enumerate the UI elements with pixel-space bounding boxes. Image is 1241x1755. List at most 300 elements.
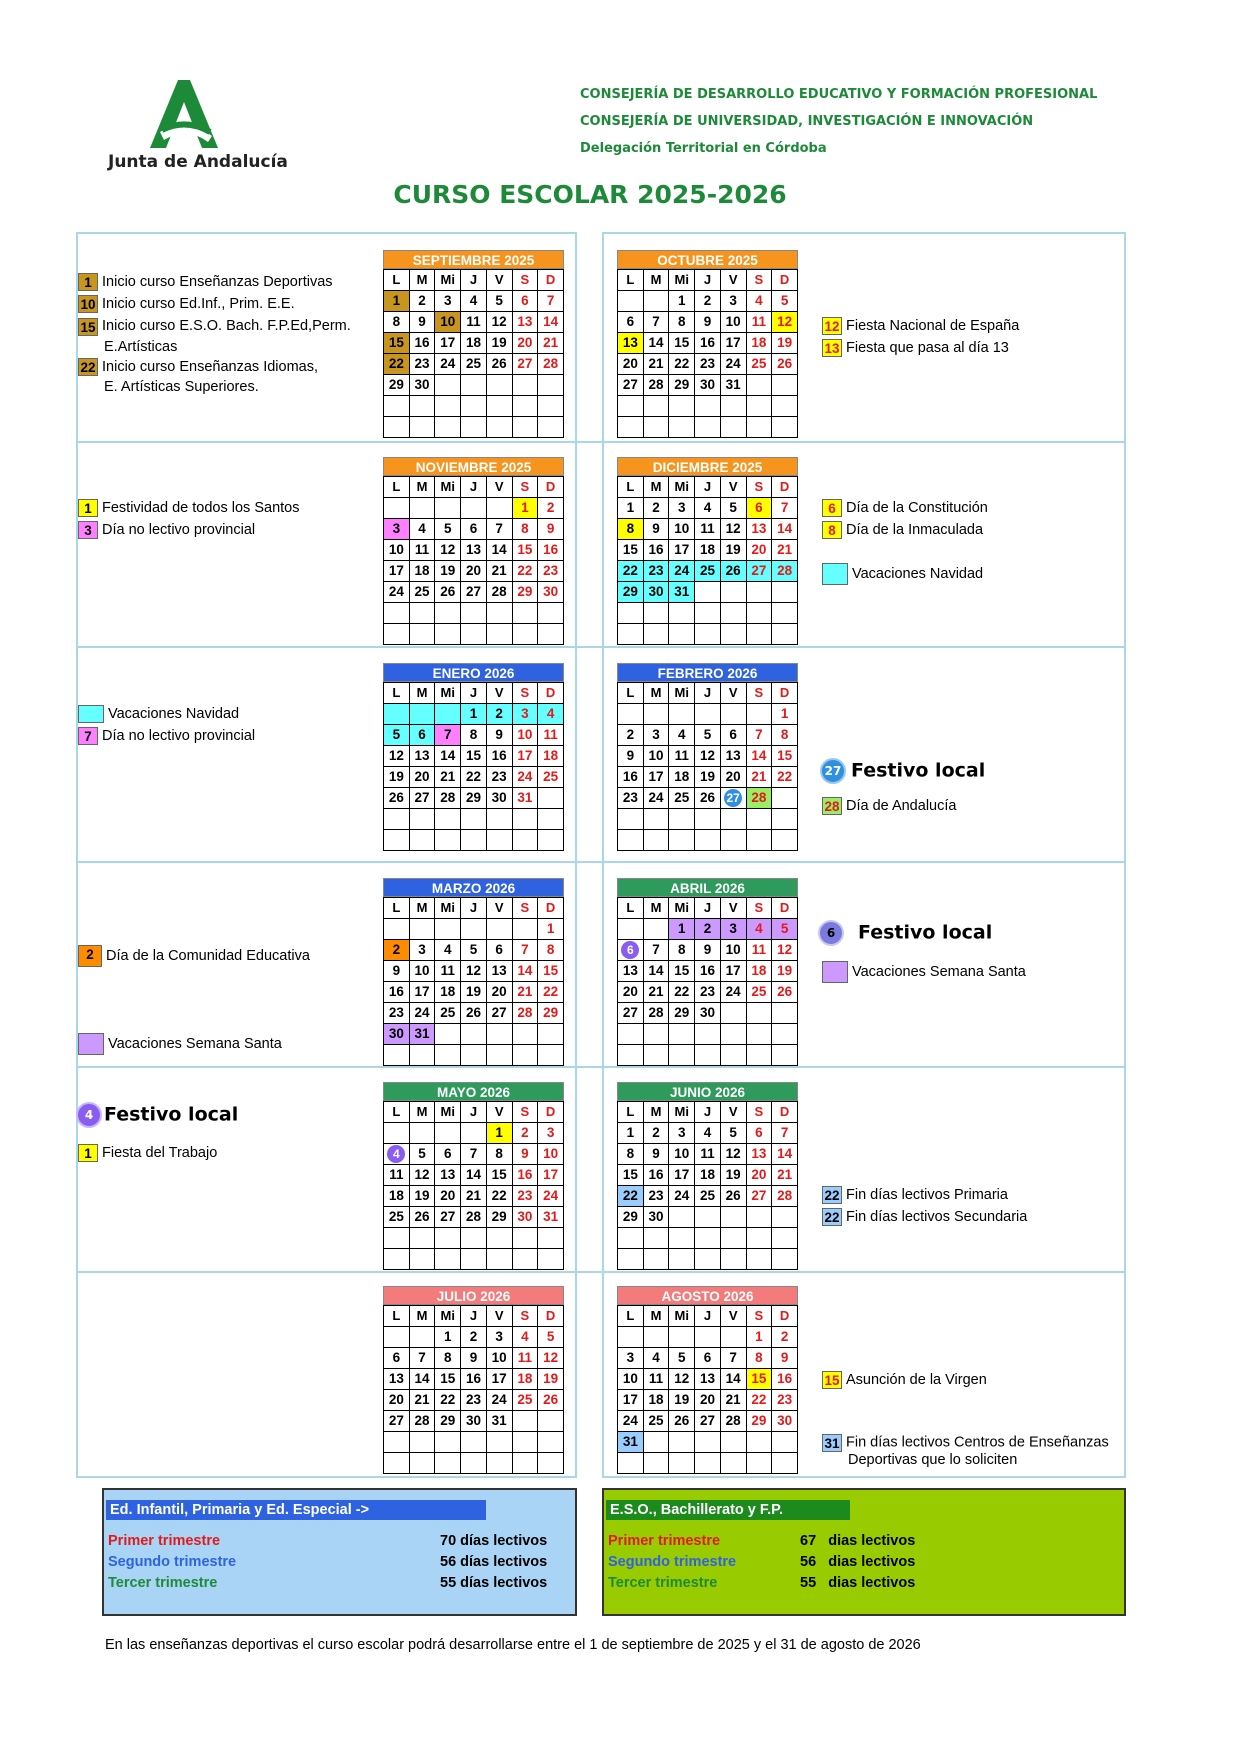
dept-line-1: CONSEJERÍA DE DESARROLLO EDUCATIVO Y FORMACIÓN PROFESIONAL [580,87,1098,102]
weekday-header: J [461,1306,487,1327]
day-cell: 23 [643,1186,669,1207]
empty-cell [643,603,669,624]
day-cell: 26 [772,982,798,1003]
day-cell: 28 [409,1411,435,1432]
day-cell: 19 [435,561,461,582]
legend-swatch: 10 [78,295,98,313]
empty-cell [772,582,798,603]
day-cell: 13 [618,961,644,982]
day-cell: 26 [409,1207,435,1228]
empty-cell [512,1045,538,1066]
legend-oct [822,316,1019,358]
empty-cell [746,396,772,417]
day-cell: 11 [669,746,695,767]
empty-cell [409,1123,435,1144]
legend-text: Día de la Comunidad Educativa [106,948,310,964]
day-cell: 17 [538,1165,564,1186]
day-cell: 11 [409,540,435,561]
weekday-header: Mi [669,683,695,704]
day-cell: 17 [720,333,746,354]
weekday-header: L [384,683,410,704]
summary-row-value: 67 dias lectivos [800,1533,916,1549]
month-grid [617,476,798,645]
empty-cell [772,1228,798,1249]
empty-cell [486,1228,512,1249]
empty-cell [669,1249,695,1270]
day-cell: 4 [512,1327,538,1348]
empty-cell [720,1024,746,1045]
empty-cell [435,704,461,725]
empty-cell [669,830,695,851]
day-cell: 28 [512,1003,538,1024]
month-title: MARZO 2026 [383,878,564,897]
calendar-julio [383,1286,564,1474]
day-cell: 19 [772,333,798,354]
day-cell: 14 [538,312,564,333]
day-cell: 3 [384,519,410,540]
empty-cell [512,1249,538,1270]
day-cell: 9 [695,940,721,961]
day-cell: 12 [486,312,512,333]
weekday-header: V [720,898,746,919]
empty-cell [772,1045,798,1066]
day-cell: 2 [486,704,512,725]
legend-nov [78,498,299,540]
empty-cell [643,830,669,851]
legend-dic [822,498,988,540]
day-cell: 24 [409,1003,435,1024]
legend-swatch: 22 [78,358,98,376]
month-title: MAYO 2026 [383,1082,564,1101]
empty-cell [435,603,461,624]
summary-row-label: Segundo trimestre [608,1554,737,1570]
month-grid [383,1305,564,1474]
legend-text: Inicio curso E.S.O. Bach. F.P.Ed,Perm. [102,318,351,335]
day-cell: 18 [435,982,461,1003]
legend-feb [822,796,956,816]
day-cell: 18 [695,540,721,561]
day-cell: 23 [409,354,435,375]
day-cell: 1 [435,1327,461,1348]
day-cell: 29 [384,375,410,396]
empty-cell [772,809,798,830]
weekday-header: D [538,898,564,919]
empty-cell [435,396,461,417]
empty-cell [669,1024,695,1045]
day-cell: 16 [695,961,721,982]
day-cell: 8 [746,1348,772,1369]
weekday-header: Mi [669,477,695,498]
legend-mar [78,945,310,967]
day-cell: 24 [384,582,410,603]
day-cell: 12 [772,940,798,961]
empty-cell [538,624,564,645]
weekday-header: V [486,477,512,498]
empty-cell [669,1453,695,1474]
weekday-header: J [461,898,487,919]
empty-cell [618,704,644,725]
festivo-circle-icon: 6 [818,920,844,946]
empty-cell [486,396,512,417]
day-cell: 4 [746,919,772,940]
empty-cell [746,1024,772,1045]
empty-cell [669,1045,695,1066]
day-cell: 28 [461,1207,487,1228]
day-cell: 3 [669,498,695,519]
day-cell: 25 [746,982,772,1003]
day-cell: 27 [384,1411,410,1432]
empty-cell [512,417,538,438]
empty-cell [720,1228,746,1249]
day-cell: 8 [486,1144,512,1165]
empty-cell [486,1453,512,1474]
day-cell: 20 [486,982,512,1003]
day-cell: 5 [435,519,461,540]
month-title: AGOSTO 2026 [617,1286,798,1305]
month-grid [617,1305,798,1474]
day-cell: 2 [618,725,644,746]
empty-cell [435,1024,461,1045]
legend-swatch: 2 [78,945,102,967]
day-cell: 15 [669,333,695,354]
day-cell: 15 [538,961,564,982]
empty-cell [486,1024,512,1045]
day-cell: 19 [772,961,798,982]
empty-cell [538,1411,564,1432]
day-cell: 17 [643,767,669,788]
weekday-header: V [720,1102,746,1123]
empty-cell [643,1024,669,1045]
row-divider [76,441,1126,443]
legend-swatch: 3 [78,521,98,539]
day-cell: 17 [486,1369,512,1390]
weekday-header: V [486,898,512,919]
empty-cell [669,624,695,645]
empty-cell [409,603,435,624]
empty-cell [643,417,669,438]
day-cell: 31 [512,788,538,809]
day-cell: 22 [461,767,487,788]
day-cell: 2 [772,1327,798,1348]
day-cell: 10 [618,1369,644,1390]
empty-cell [435,1432,461,1453]
day-cell: 4 [695,498,721,519]
empty-cell [772,830,798,851]
weekday-header: L [618,1306,644,1327]
empty-cell [643,1453,669,1474]
empty-cell [618,809,644,830]
empty-cell [461,498,487,519]
weekday-header: D [538,1306,564,1327]
empty-cell [746,1249,772,1270]
empty-cell [409,396,435,417]
day-cell: 23 [538,561,564,582]
legend-swatch: 15 [822,1371,842,1389]
legend-swatch [822,563,848,585]
empty-cell [669,1327,695,1348]
day-cell: 28 [772,1186,798,1207]
weekday-header: L [618,1102,644,1123]
empty-cell [409,1228,435,1249]
empty-cell [695,1453,721,1474]
empty-cell [384,603,410,624]
day-cell: 7 [746,725,772,746]
legend-text: Fiesta Nacional de España [846,318,1020,335]
empty-cell [772,396,798,417]
day-cell: 5 [409,1144,435,1165]
summary-row-value: 55 días lectivos [440,1575,548,1591]
empty-cell [643,704,669,725]
day-cell: 24 [435,354,461,375]
empty-cell [461,1453,487,1474]
empty-cell [746,417,772,438]
empty-cell [669,417,695,438]
day-cell: 12 [695,746,721,767]
day-cell: 6 [461,519,487,540]
day-cell: 21 [461,1186,487,1207]
day-cell: 16 [643,540,669,561]
empty-cell [720,396,746,417]
empty-cell [643,1249,669,1270]
weekday-header: Mi [669,270,695,291]
empty-cell [486,375,512,396]
day-cell: 18 [384,1186,410,1207]
empty-cell [409,1453,435,1474]
day-cell: 10 [486,1348,512,1369]
day-cell: 3 [486,1327,512,1348]
festivo-circle-icon: 4 [76,1102,102,1128]
day-cell: 19 [384,767,410,788]
day-cell: 30 [643,582,669,603]
empty-cell [618,830,644,851]
day-cell: 22 [384,354,410,375]
day-cell: 20 [512,333,538,354]
day-cell: 18 [409,561,435,582]
day-cell: 23 [695,982,721,1003]
day-cell: 27 [486,1003,512,1024]
day-cell: 30 [486,788,512,809]
empty-cell [643,291,669,312]
empty-cell [486,498,512,519]
day-cell: 5 [720,1123,746,1144]
legend-swatch [78,1033,104,1055]
summary-heading: Ed. Infantil, Primaria y Ed. Especial -> [106,1500,486,1520]
day-cell: 1 [486,1123,512,1144]
weekday-header: L [618,270,644,291]
day-cell: 25 [461,354,487,375]
day-cell: 5 [461,940,487,961]
empty-cell [772,788,798,809]
empty-cell [409,498,435,519]
weekday-header: L [384,1306,410,1327]
day-cell: 5 [486,291,512,312]
day-cell: 20 [384,1390,410,1411]
legend-ago-fin [822,1434,1109,1469]
weekday-header: S [512,477,538,498]
weekday-header: Mi [435,898,461,919]
day-cell: 12 [461,961,487,982]
day-cell: 18 [746,333,772,354]
day-cell: 16 [643,1165,669,1186]
empty-cell [643,809,669,830]
day-cell: 14 [512,961,538,982]
empty-cell [720,582,746,603]
weekday-header: M [643,1306,669,1327]
day-cell: 19 [720,540,746,561]
day-cell: 2 [384,940,410,961]
empty-cell [486,624,512,645]
day-cell: 5 [772,919,798,940]
summary-primaria [102,1488,577,1616]
weekday-header: Mi [669,1306,695,1327]
day-cell: 23 [384,1003,410,1024]
day-cell: 24 [538,1186,564,1207]
day-cell: 1 [669,291,695,312]
empty-cell [772,1024,798,1045]
summary-row-value: 56 dias lectivos [800,1554,916,1570]
day-cell: 26 [486,354,512,375]
weekday-header: Mi [669,1102,695,1123]
legend-text: Fin días lectivos Primaria [846,1187,1008,1204]
weekday-header: J [695,1306,721,1327]
day-cell: 4 [409,519,435,540]
day-cell: 8 [669,312,695,333]
weekday-header: M [409,1102,435,1123]
legend-subtext: E.Artísticas [104,338,178,355]
day-cell: 27 [618,1003,644,1024]
empty-cell [538,830,564,851]
empty-cell [384,830,410,851]
empty-cell [486,809,512,830]
empty-cell [384,704,410,725]
weekday-header: M [409,270,435,291]
day-cell: 25 [538,767,564,788]
day-cell: 23 [695,354,721,375]
day-cell: 21 [643,982,669,1003]
empty-cell [538,1024,564,1045]
empty-cell [695,1024,721,1045]
day-cell: 22 [538,982,564,1003]
empty-cell [720,830,746,851]
empty-cell [512,375,538,396]
month-title: NOVIEMBRE 2025 [383,457,564,476]
day-cell: 9 [409,312,435,333]
weekday-header: S [512,270,538,291]
weekday-header: J [461,477,487,498]
legend-text: Fiesta del Trabajo [102,1145,218,1162]
legend-jun [822,1185,1027,1227]
empty-cell [384,1453,410,1474]
day-cell: 2 [538,498,564,519]
month-title: DICIEMBRE 2025 [617,457,798,476]
legend-abr-vacaciones [822,961,1026,983]
legend-swatch: 12 [822,317,842,335]
weekday-header: Mi [435,477,461,498]
day-cell: 27 [695,1411,721,1432]
day-cell: 4 [538,704,564,725]
weekday-header: D [772,1102,798,1123]
empty-cell [409,1045,435,1066]
day-cell: 21 [538,333,564,354]
empty-cell [746,624,772,645]
legend-swatch: 1 [78,1144,98,1162]
empty-cell [486,603,512,624]
empty-cell [618,1327,644,1348]
day-cell [720,788,746,809]
legend-swatch [78,705,104,723]
day-cell: 12 [384,746,410,767]
day-cell: 1 [538,919,564,940]
empty-cell [772,1432,798,1453]
day-cell: 6 [435,1144,461,1165]
day-cell: 11 [512,1348,538,1369]
empty-cell [695,809,721,830]
day-cell: 13 [486,961,512,982]
weekday-header: V [720,1306,746,1327]
weekday-header: S [746,683,772,704]
day-cell: 3 [435,291,461,312]
empty-cell [746,1453,772,1474]
empty-cell [669,396,695,417]
weekday-header: S [746,1306,772,1327]
day-cell: 22 [435,1390,461,1411]
day-cell: 10 [643,746,669,767]
empty-cell [643,624,669,645]
day-cell: 10 [384,540,410,561]
empty-cell [461,1228,487,1249]
empty-cell [512,1453,538,1474]
day-cell: 1 [512,498,538,519]
day-cell: 26 [695,788,721,809]
legend-mar-vacaciones [78,1033,282,1055]
empty-cell [772,375,798,396]
weekday-header: L [618,898,644,919]
day-cell: 31 [720,375,746,396]
day-cell: 22 [669,982,695,1003]
day-cell: 29 [461,788,487,809]
day-cell: 3 [538,1123,564,1144]
empty-cell [618,417,644,438]
day-cell: 3 [720,919,746,940]
weekday-header: M [409,477,435,498]
day-cell: 2 [695,919,721,940]
day-cell: 25 [409,582,435,603]
day-cell: 26 [669,1411,695,1432]
weekday-header: M [409,1306,435,1327]
row-divider [76,861,1126,863]
weekday-header: D [538,270,564,291]
day-cell: 7 [409,1348,435,1369]
day-cell: 21 [512,982,538,1003]
month-title: JUNIO 2026 [617,1082,798,1101]
legend-text: Inicio curso Enseñanzas Deportivas [102,274,333,291]
empty-cell [746,1432,772,1453]
summary-heading: E.S.O., Bachillerato y F.P. [606,1500,850,1520]
empty-cell [384,1327,410,1348]
empty-cell [669,809,695,830]
day-cell: 15 [435,1369,461,1390]
day-cell: 16 [618,767,644,788]
legend-text: Festividad de todos los Santos [102,500,300,517]
empty-cell [512,919,538,940]
empty-cell [461,830,487,851]
weekday-header: L [384,477,410,498]
legend-may [78,1143,217,1163]
day-cell: 9 [643,1144,669,1165]
day-cell: 7 [772,498,798,519]
weekday-header: S [746,270,772,291]
weekday-header: J [461,270,487,291]
